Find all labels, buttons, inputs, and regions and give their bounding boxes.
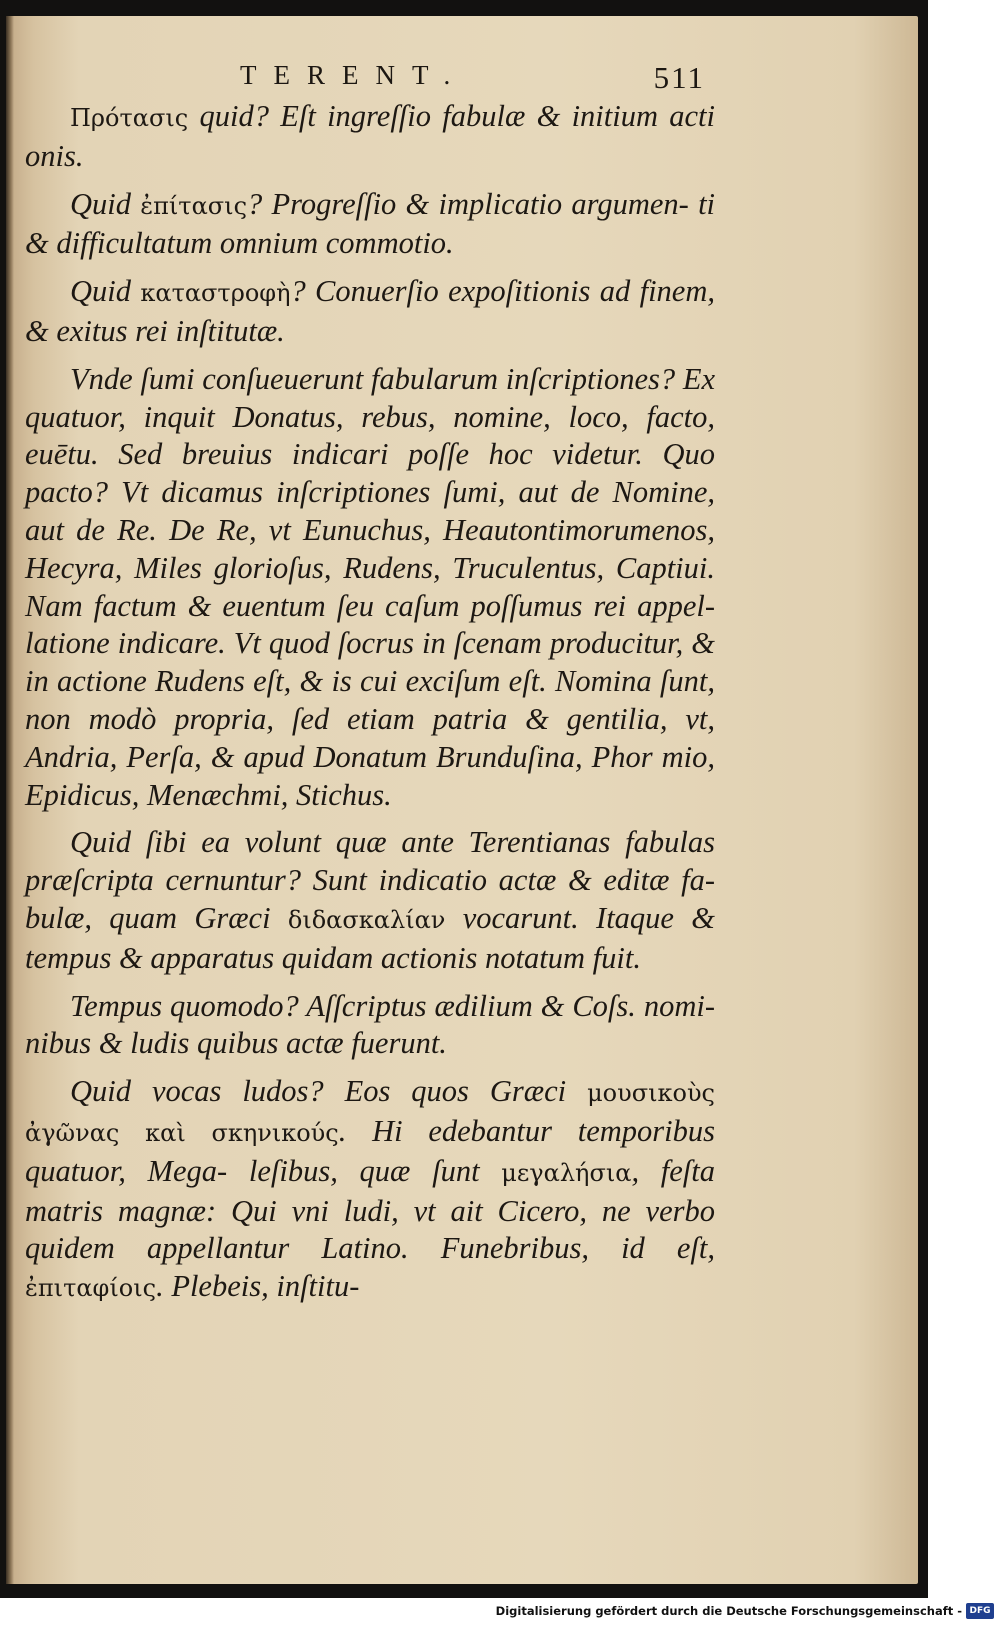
text-line <box>25 626 683 660</box>
latin-text: , feſta matris magnæ: Qui <box>25 1153 715 1228</box>
text-line <box>70 99 715 133</box>
latin-text: onis. <box>25 138 84 173</box>
latin-text: ſunt, non modò propria, ſed etiam patria & gentilia, <box>25 664 715 736</box>
latin-text: Quid vocas ludos? Eos quos Græci <box>70 1074 588 1109</box>
paragraph <box>25 186 715 264</box>
footer-bar <box>0 1600 1000 1625</box>
greek-term: μουσικοὺς ἀγῶνας <box>25 1079 715 1147</box>
text-line <box>25 863 715 897</box>
latin-text: latione indicare. Vt quod ſocrus in ſcenam producitur, <box>25 626 684 661</box>
text-line <box>70 825 715 859</box>
latin-text: bulæ, quam Græci <box>25 900 288 935</box>
latin-text: ? Conuerſio expoſitionis ad finem, <box>290 274 716 309</box>
latin-text: Hecyra, Miles glorioſus, Rudens, Truculentus, Captiui. <box>25 550 715 585</box>
text-line <box>25 551 715 585</box>
latin-text: vni ludi, vt ait Cicero, ne verbo quidem appellantur <box>25 1193 716 1266</box>
page-number: 511 <box>653 60 705 95</box>
text-line <box>25 589 715 623</box>
text-line <box>70 187 689 221</box>
latin-text: Nam factum & euentum ſeu caſum poſſumus rei appel- <box>25 588 715 623</box>
latin-text: Tempus quomodo? Aſſcriptus ædilium & Coſs. nomi- <box>70 988 715 1023</box>
greek-term: ἐπιταφίοις <box>25 1274 157 1303</box>
latin-text: mio, Epidicus, Menæchmi, Stichus. <box>25 739 716 812</box>
paragraph <box>25 273 715 351</box>
text-line <box>70 989 715 1023</box>
latin-text: & exitus rei inſtitutæ. <box>25 313 285 348</box>
latin-text: tempus & apparatus quidam actionis notatum fuit. <box>25 940 641 975</box>
latin-text: præſcripta cernuntur? Sunt indicatio actæ & editæ fa- <box>25 863 715 898</box>
dfg-logo-icon: DFG <box>966 1603 994 1619</box>
latin-text: inſtitu- <box>276 1269 360 1304</box>
latin-text: Quid <box>70 274 141 309</box>
latin-text: Latino. Funebribus, id eſt, <box>321 1231 716 1266</box>
text-line <box>25 513 715 547</box>
greek-term: ἐπίτασις <box>140 191 248 220</box>
latin-text: facto, euētu. Sed breuius indicari poſſe hoc videtur. Quo <box>25 399 716 472</box>
page-gutter-shadow <box>6 16 14 1584</box>
latin-text: nibus & ludis quibus actæ fuerunt. <box>25 1026 447 1061</box>
latin-text: Quid ſibi ea volunt quæ ante Terentianas fabulas <box>70 825 715 860</box>
text-line <box>25 139 83 173</box>
paragraph <box>25 1073 715 1308</box>
greek-term: Πρότασις <box>70 104 189 132</box>
text-line <box>70 362 675 396</box>
greek-term: καταστροφὴ <box>140 279 291 308</box>
paragraph <box>25 988 715 1064</box>
latin-text: quid? Eſt ingreſſio fabulæ & initium acti <box>188 99 715 133</box>
latin-text: Quid <box>70 186 141 221</box>
latin-text: leſibus, quæ ſunt <box>248 1153 502 1188</box>
paragraph <box>25 98 715 176</box>
latin-text: vocarunt. Itaque & <box>445 900 715 935</box>
latin-text: & in actione Rudens eſt, & is cui exciſum eſt. Nomina <box>25 626 715 699</box>
text-line <box>276 1269 359 1303</box>
latin-text: Ex quatuor, inquit Donatus, rebus, nomine, loco, <box>25 361 715 434</box>
funding-credit: Digitalisierung gefördert durch die Deutsche Forschungsgemeinschaft - <box>495 1604 962 1618</box>
text-line <box>25 314 285 348</box>
running-title: TERENT. <box>240 60 468 90</box>
latin-text: . Plebeis, <box>156 1269 269 1304</box>
latin-text: . Hi edebantur temporibus quatuor, Mega- <box>25 1113 715 1188</box>
latin-text: aut de Re. De Re, vt Eunuchus, Heautontimorumenos, <box>25 512 715 547</box>
text-line <box>70 274 715 308</box>
latin-text: pacto? Vt dicamus inſcriptiones ſumi, aut de Nomine, <box>25 475 715 510</box>
text-line <box>25 941 641 975</box>
greek-term: καὶ σκηνικούς <box>145 1118 339 1147</box>
body-text <box>25 98 715 1308</box>
latin-text: Vnde ſumi conſueuerunt fabularum inſcriptiones? <box>70 361 676 396</box>
paragraph <box>25 361 715 815</box>
text-line <box>25 1026 447 1060</box>
latin-text: ? Progreſſio & implicatio argumen- <box>247 186 689 221</box>
running-head <box>240 60 705 100</box>
latin-text: ti & difficultatum omnium commotio. <box>25 186 716 261</box>
text-line <box>25 475 715 509</box>
latin-text: vt, Andria, Perſa, & apud Donatum Brunduſina, Phor <box>25 701 715 774</box>
paragraph <box>25 824 715 977</box>
greek-term: μεγαλήσια <box>501 1158 632 1187</box>
text-line <box>25 901 715 935</box>
greek-term: διδασκαλίαν <box>287 905 446 934</box>
